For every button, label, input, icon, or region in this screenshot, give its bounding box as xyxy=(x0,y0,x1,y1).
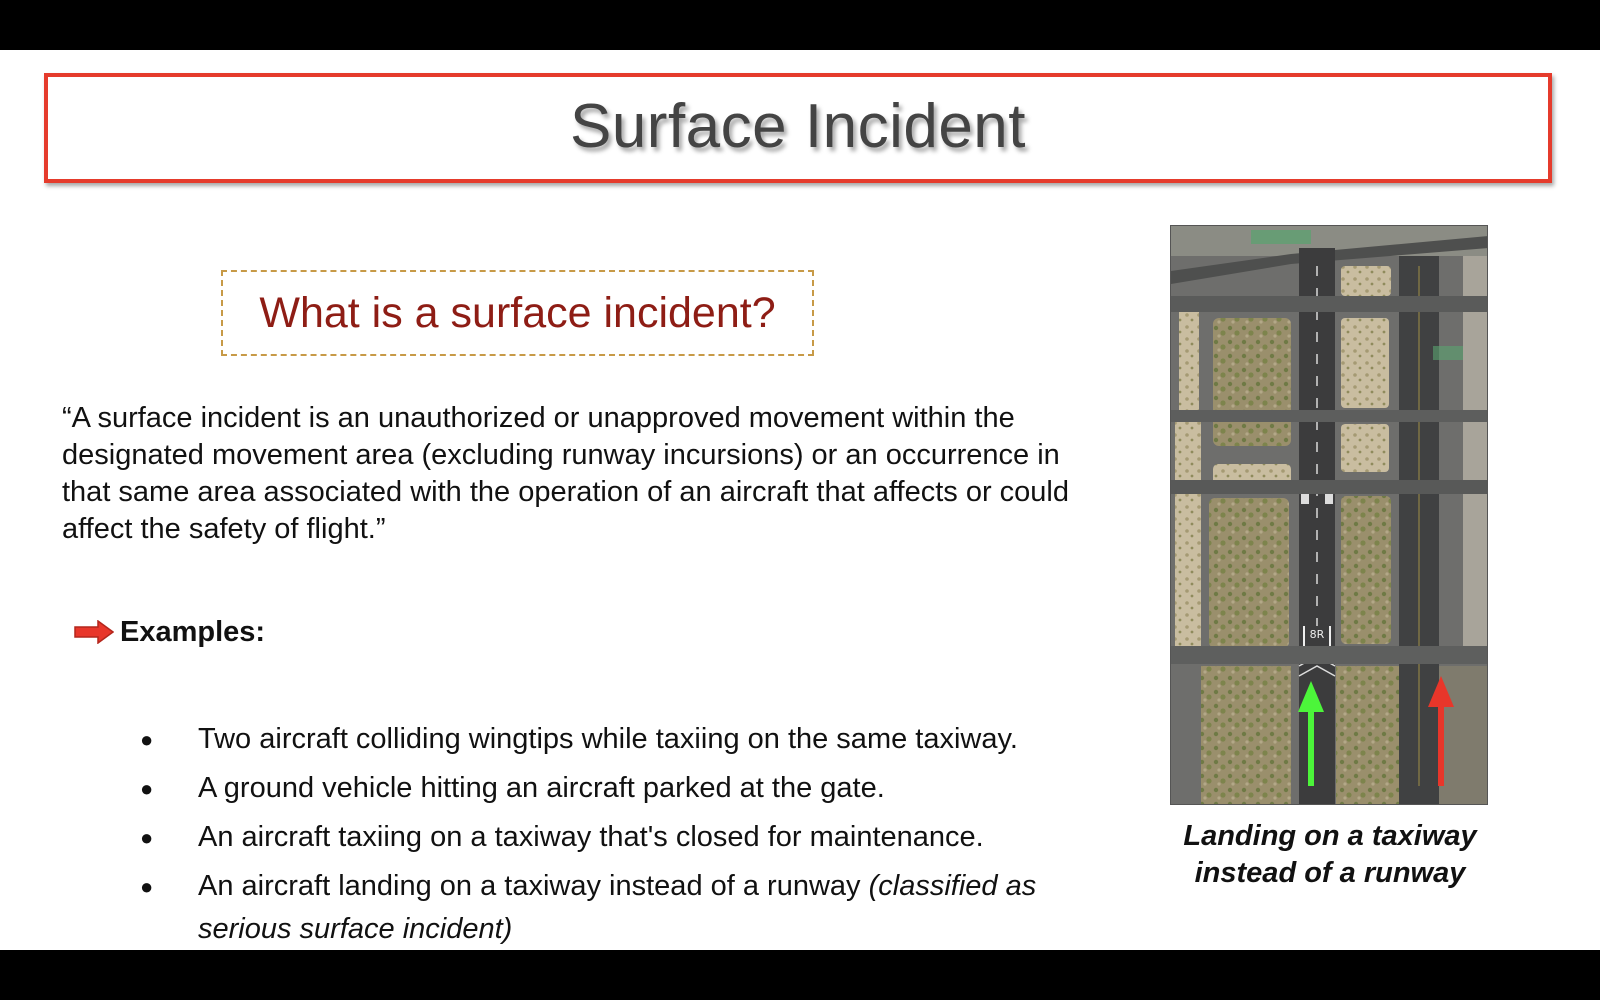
bullet-dot: ● xyxy=(140,727,154,752)
slide-title: Surface Incident xyxy=(569,91,1027,161)
aerial-photo xyxy=(1170,225,1488,805)
photo-caption: Landing on a taxiway instead of a runway xyxy=(1183,820,1477,889)
runway-marking: 8R xyxy=(1309,628,1325,641)
examples-header xyxy=(74,612,265,652)
example-note: (classified as serious surface incident) xyxy=(198,870,1037,945)
bullet-dot: ● xyxy=(140,874,154,899)
definition-text: “A surface incident is an unauthorized or unapproved movement within the designated movement area (excluding runway incursions) or an occurrence in that same area associated with the operation of an aircraft that affects or could affect the safety of flight.” xyxy=(62,402,1069,545)
airport-aerial-illustration xyxy=(1171,226,1488,805)
example-text: An aircraft taxiing on a taxiway that's closed for maintenance. xyxy=(198,821,984,853)
bullet-dot: ● xyxy=(140,825,154,850)
list-item xyxy=(140,718,1100,761)
question-box xyxy=(221,270,814,356)
list-item xyxy=(140,816,1100,859)
list-item xyxy=(140,865,1100,950)
question-heading: What is a surface incident? xyxy=(259,288,776,337)
title-box xyxy=(44,73,1552,183)
list-item xyxy=(140,767,1100,810)
right-arrow-icon xyxy=(74,620,114,644)
examples-list xyxy=(140,718,1100,950)
example-text: Two aircraft colliding wingtips while taxiing on the same taxiway. xyxy=(198,723,1018,755)
example-text: A ground vehicle hitting an aircraft parked at the gate. xyxy=(198,772,885,804)
examples-label: Examples: xyxy=(120,615,266,648)
example-text: An aircraft landing on a taxiway instead of a runway xyxy=(198,870,869,902)
bullet-dot: ● xyxy=(140,776,154,801)
slide xyxy=(0,50,1600,950)
